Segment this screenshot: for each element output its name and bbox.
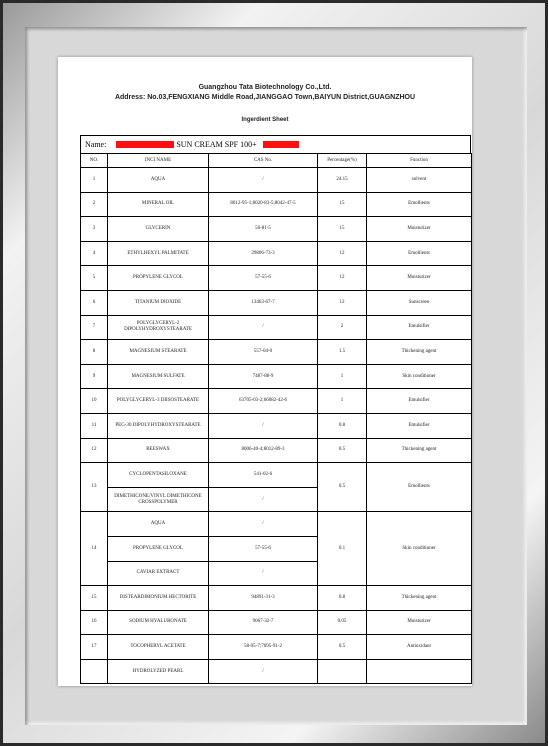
inci-name: GLYCERIN <box>108 217 209 242</box>
function: Skin conditioner <box>367 512 472 586</box>
table-row <box>81 241 472 266</box>
cas-number: / <box>209 512 318 537</box>
ingredient-no: 13 <box>81 463 108 512</box>
function: Emollients <box>367 241 472 266</box>
ingredient-no: 14 <box>81 512 108 586</box>
percentage: 12 <box>318 290 367 315</box>
cas-number: 7487-88-9 <box>209 364 318 389</box>
redaction-bar <box>116 141 174 148</box>
table-row <box>81 290 472 315</box>
sheet-title: Ingerdient Sheet <box>241 117 289 123</box>
function: Emollients <box>367 192 472 217</box>
ingredient-no: 2 <box>81 192 108 217</box>
function: Emulsifier <box>367 413 472 438</box>
ingredient-no: 9 <box>81 364 108 389</box>
table-row <box>81 192 472 217</box>
table-row <box>81 364 472 389</box>
inci-name: SODIUM HYALURONATE <box>108 610 209 635</box>
name-label: Name: <box>85 140 107 149</box>
function: Emulsifier <box>367 315 472 340</box>
table-row <box>81 512 472 537</box>
inci-name: CYCLOPENTASILOXANE <box>108 463 209 488</box>
column-header-inci: INCI NAME <box>108 154 209 168</box>
cas-number: 63705-03-2;66082-42-6 <box>209 389 318 414</box>
ingredient-no: 1 <box>81 168 108 193</box>
cas-number: 557-04-0 <box>209 340 318 365</box>
inci-name: DIMETHICONE/VINYL DIMETHICONE CROSSPOLYMER <box>108 487 209 512</box>
cas-number: 541-02-6 <box>209 463 318 488</box>
function: Moisturizer <box>367 266 472 291</box>
inci-name: TITANIUM DIOXIDE <box>108 290 209 315</box>
redaction-bar <box>263 141 299 148</box>
cas-number: / <box>209 561 318 586</box>
cas-number: 8012-95-1;8020-83-5;8042-47-5 <box>209 192 318 217</box>
column-header-no: NO. <box>81 154 108 168</box>
inci-name: DISTEARDIMONIUM HECTORITE <box>108 586 209 611</box>
inci-name: AQUA <box>108 512 209 537</box>
percentage: 0.5 <box>318 463 367 512</box>
table-row <box>81 438 472 463</box>
cas-number: 57-55-6 <box>209 536 318 561</box>
percentage: 12 <box>318 266 367 291</box>
percentage: 1.5 <box>318 340 367 365</box>
function: Thickening agent <box>367 586 472 611</box>
percentage: 15 <box>318 217 367 242</box>
table-row <box>81 413 472 438</box>
company-address: Address: No.03,FENGXIANG Middle Road,JIANGGAO Town,BAIYUN District,GUAGNZHOU <box>114 94 416 101</box>
percentage: 0.8 <box>318 586 367 611</box>
ingredient-no: 11 <box>81 413 108 438</box>
table-header-row <box>81 154 472 168</box>
ingredient-no: 17 <box>81 635 108 660</box>
cas-number: / <box>209 487 318 512</box>
percentage <box>318 659 367 684</box>
cas-number: 8006-40-4;8012-89-3 <box>209 438 318 463</box>
function: Sunscreen <box>367 290 472 315</box>
function: Thickening agent <box>367 438 472 463</box>
product-name: SUN CREAM SPF 100+ <box>176 140 257 149</box>
inci-name: TOCOPHERYL ACETATE <box>108 635 209 660</box>
cas-number: / <box>209 315 318 340</box>
ingredient-no: 12 <box>81 438 108 463</box>
cas-number: / <box>209 659 318 684</box>
table-row <box>81 315 472 340</box>
table-row <box>81 340 472 365</box>
cas-number: 56-81-5 <box>209 217 318 242</box>
ingredient-no: 3 <box>81 217 108 242</box>
ingredient-no: 15 <box>81 586 108 611</box>
percentage: 0.5 <box>318 635 367 660</box>
percentage: 15 <box>318 192 367 217</box>
percentage: 12 <box>318 241 367 266</box>
percentage: 1 <box>318 389 367 414</box>
column-header-percentage: Percentage(%) <box>318 154 367 168</box>
ingredient-no: 7 <box>81 315 108 340</box>
function <box>367 659 472 684</box>
table-row <box>81 217 472 242</box>
ingredient-no: 5 <box>81 266 108 291</box>
function: Thickening agent <box>367 340 472 365</box>
percentage: 24.15 <box>318 168 367 193</box>
column-header-function: Function <box>367 154 472 168</box>
percentage: 1 <box>318 364 367 389</box>
function: Emulsifier <box>367 389 472 414</box>
inci-name: POLYGLYCERYL-3 DIISOSTEARATE <box>108 389 209 414</box>
company-name: Guangzhou Tata Biotechnology Co.,Ltd. <box>198 84 332 91</box>
ingredient-no <box>81 659 108 684</box>
table-row <box>81 168 472 193</box>
percentage: 2 <box>318 315 367 340</box>
ingredient-sheet <box>80 135 471 684</box>
percentage: 0.8 <box>318 413 367 438</box>
function: Emollients <box>367 463 472 512</box>
inci-name: PROPYLENE GLYCOL <box>108 266 209 291</box>
table-row <box>81 659 472 684</box>
table-row <box>81 586 472 611</box>
inci-name: MAGNESIUM SULFATE <box>108 364 209 389</box>
cas-number: / <box>209 413 318 438</box>
inci-name: MINERAL OIL <box>108 192 209 217</box>
ingredient-no: 16 <box>81 610 108 635</box>
inci-name: ETHYLHEXYL PALMITATE <box>108 241 209 266</box>
cas-number: / <box>209 168 318 193</box>
column-header-cas: CAS No. <box>209 154 318 168</box>
cas-number: 57-55-6 <box>209 266 318 291</box>
ingredient-no: 8 <box>81 340 108 365</box>
ingredient-no: 10 <box>81 389 108 414</box>
inci-name: AQUA <box>108 168 209 193</box>
inci-name: MAGNESIUM STEARATE <box>108 340 209 365</box>
cas-number: 58-95-7;7695-91-2 <box>209 635 318 660</box>
ingredient-no: 4 <box>81 241 108 266</box>
inci-name: CAVIAR EXTRACT <box>108 561 209 586</box>
cas-number: 94891-31-3 <box>209 586 318 611</box>
table-row <box>81 463 472 488</box>
ingredient-no: 6 <box>81 290 108 315</box>
function: Antioxidant <box>367 635 472 660</box>
ingredient-sheet-document <box>58 57 472 686</box>
product-name-row <box>80 135 471 153</box>
function: Skin conditioner <box>367 364 472 389</box>
cas-number: 29806-73-3 <box>209 241 318 266</box>
ingredient-table <box>80 153 472 684</box>
cas-number: 9067-32-7 <box>209 610 318 635</box>
percentage: 0.1 <box>318 512 367 586</box>
ingredient-rows <box>81 168 472 684</box>
inci-name: POLYGLYCERYL-2 DIPOLYHYDROXYSTEARATE <box>108 315 209 340</box>
table-row <box>81 610 472 635</box>
table-row <box>81 389 472 414</box>
cas-number: 13463-67-7 <box>209 290 318 315</box>
function: Moisturizer <box>367 610 472 635</box>
percentage: 0.05 <box>318 610 367 635</box>
inci-name: PROPYLENE GLYCOL <box>108 536 209 561</box>
function: Moisturizer <box>367 217 472 242</box>
table-row <box>81 266 472 291</box>
inci-name: HYDROLYZED PEARL <box>108 659 209 684</box>
percentage: 0.5 <box>318 438 367 463</box>
function: solvent <box>367 168 472 193</box>
inci-name: PEG-30 DIPOLYHYDROXYSTEARATE <box>108 413 209 438</box>
table-row <box>81 635 472 660</box>
inci-name: BEESWAX <box>108 438 209 463</box>
